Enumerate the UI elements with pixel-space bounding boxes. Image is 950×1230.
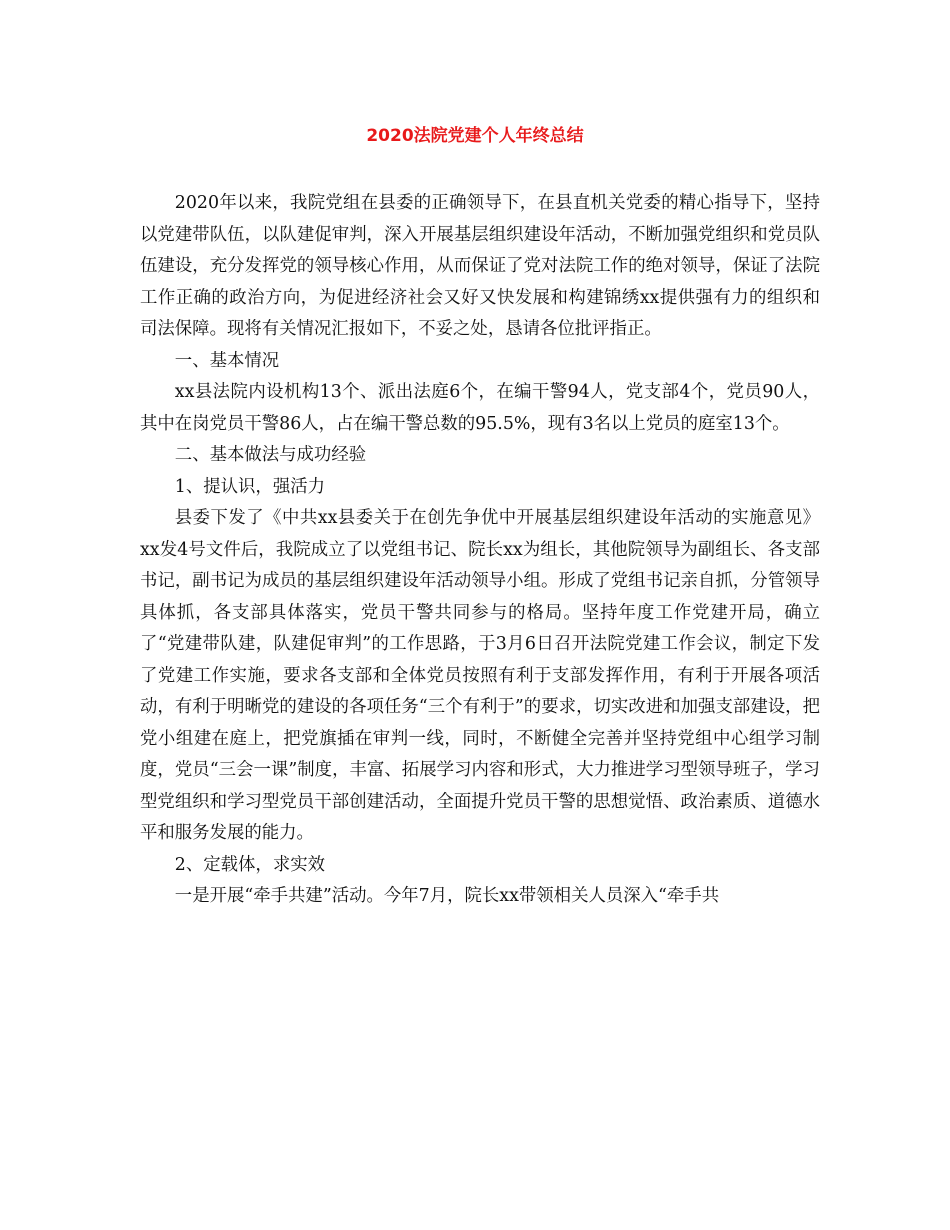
document-body <box>140 188 820 913</box>
intro-paragraph: 2020年以来，我院党组在县委的正确领导下，在县直机关党委的精心指导下，坚持以党建带队伍，以队建促审判，深入开展基层组织建设年活动，不断加强党组织和党员队伍建设，充分发挥党的领导核心作用，从而保证了党对法院工作的绝对领导，保证了法院工作正确的政治方向，为促进经济社会又好又快发展和构建锦绣xx提供强有力的组织和司法保障。现将有关情况汇报如下，不妥之处，恳请各位批评指正。 <box>140 193 820 339</box>
subheading-awareness: 1、提认识，强活力 <box>174 476 325 497</box>
document-title: 2020法院党建个人年终总结 <box>366 126 584 146</box>
section-heading-basic-situation: 一、基本情况 <box>174 350 280 371</box>
section-heading-practices: 二、基本做法与成功经验 <box>174 445 367 465</box>
subheading-carrier: 2、定载体，求实效 <box>174 854 325 875</box>
carrier-paragraph: 一是开展“牵手共建”活动。今年7月，院长xx带领相关人员深入“牵手共 <box>174 886 720 906</box>
basic-situation-paragraph: xx县法院内设机构13个、派出法庭6个，在编干警94人，党支部4个，党员90人，其中在岗党员干警86人，占在编干警总数的95.5%，现有3名以上党员的庭室13个。 <box>140 382 820 434</box>
awareness-paragraph: 县委下发了《中共xx县委关于在创先争优中开展基层组织建设年活动的实施意见》xx发4号文件后，我院成立了以党组书记、院长xx为组长，其他院领导为副组长、各支部书记，副书记为成员的基层组织建设年活动领导小组。形成了党组书记亲自抓，分管领导具体抓，各支部具体落实，党员干警共同参与的格局。坚持年度工作党建开局，确立了“党建带队建，队建促审判”的工作思路，于3月6日召开法院党建工作会议，制定下发了党建工作实施，要求各支部和全体党员按照有利于支部发挥作用，有利于开展各项活动，有利于明晰党的建设的各项任务“三个有利于”的要求，切实改进和加强支部建设，把党小组建在庭上，把党旗插在审判一线，同时，不断健全完善并坚持党组中心组学习制度，党员“三会一课”制度，丰富、拓展学习内容和形式，大力推进学习型领导班子，学习型党组织和学习型党员干部创建活动，全面提升党员干警的思想觉悟、政治素质、道德水平和服务发展的能力。 <box>140 508 820 843</box>
